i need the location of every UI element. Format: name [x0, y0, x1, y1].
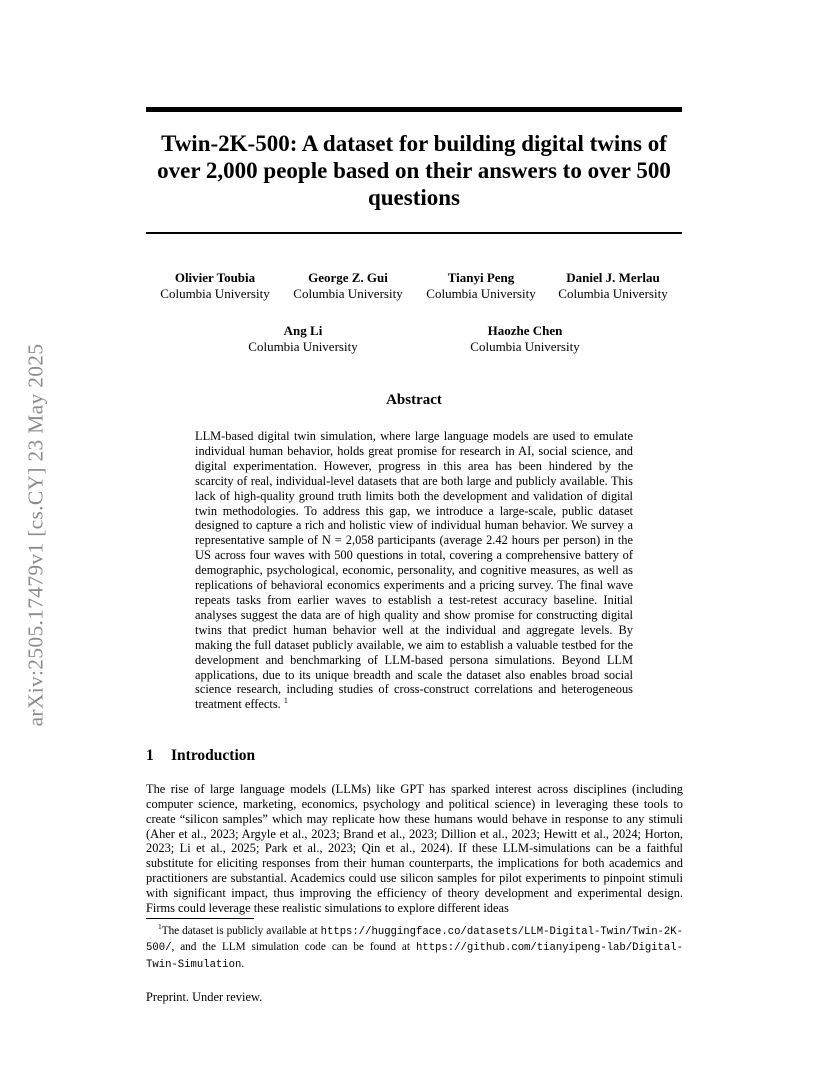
author-name: Tianyi Peng	[447, 270, 515, 285]
footnote-number: 1	[158, 922, 162, 932]
author-affiliation: Columbia University	[470, 338, 580, 354]
abstract-body	[195, 429, 633, 712]
preprint-note: Preprint. Under review.	[146, 990, 263, 1004]
author-affiliation: Columbia University	[558, 285, 668, 301]
author-affiliation: Columbia University	[426, 285, 536, 301]
author-block	[543, 270, 683, 301]
dataset-link[interactable]: https://huggingface.co/datasets/LLM-Digital-Twin/Twin-2K-500/	[146, 926, 683, 955]
author-name: Olivier Toubia	[174, 270, 256, 285]
section-heading	[146, 747, 255, 765]
section-number: 1	[146, 747, 154, 764]
author-affiliation: Columbia University	[248, 338, 358, 354]
introduction-body: The rise of large language models (LLMs) like GPT has sparked interest across disciplines (including computer science, marketing, economics, psychology and political science) in leveraging these tools to create “silicon samples” which may replicate how these humans would behave in response to any stimuli (Aher et al., 2023; Argyle et al., 2023; Brand et al., 2023; Dillion et al., 2023; Hewitt et al., 2024; Horton, 2023; Li et al., 2025; Park et al., 2023; Qin et al., 2024). If these LLM-simulations can be a faithful substitute for eliciting responses from their human counterparts, the implications for both academics and practitioners are substantial. Academics could use silicon samples for pilot experiments to pinpoint stimuli with significant impact, thus improving the efficiency of theory development and experimental design. Firms could leverage these realistic simulations to explore different ideas	[146, 782, 683, 915]
section-title: Introduction	[171, 747, 256, 764]
author-block	[411, 270, 551, 301]
title-top-rule	[146, 107, 682, 112]
abstract-heading: Abstract	[386, 392, 442, 408]
author-block	[233, 323, 373, 354]
author-name: Haozhe Chen	[487, 323, 563, 338]
arxiv-identifier: arXiv:2505.17479v1 [cs.CY] 23 May 2025	[23, 343, 48, 727]
footnote-rule	[146, 918, 254, 919]
author-block	[145, 270, 285, 301]
author-name: George Z. Gui	[308, 270, 388, 285]
title-bottom-rule	[146, 232, 682, 234]
footnote-text: The dataset is publicly available at	[161, 925, 321, 937]
footnote-marker[interactable]: 1	[283, 696, 288, 706]
footnote	[146, 924, 683, 973]
code-link[interactable]: https://github.com/tianyipeng-lab/Digital-Twin-Simulation	[146, 942, 683, 971]
footnote-text: .	[241, 957, 245, 970]
author-affiliation: Columbia University	[160, 285, 270, 301]
paper-title: Twin-2K-500: A dataset for building digital twins of over 2,000 people based on their answers to over 500 questions	[157, 131, 671, 210]
author-name: Daniel J. Merlau	[566, 270, 660, 285]
author-affiliation: Columbia University	[293, 285, 403, 301]
author-block	[455, 323, 595, 354]
author-name: Ang Li	[283, 323, 323, 338]
footnote-text: , and the LLM simulation code can be found at	[171, 941, 416, 954]
author-block	[278, 270, 418, 301]
abstract-text: LLM-based digital twin simulation, where large language models are used to emulate individual human behavior, holds great promise for research in AI, social science, and digital experimentation. However, progress in this area has been hindered by the scarcity of real, individual-level datasets that are both large and publicly available. This lack of high-quality ground truth limits both the development and validation of digital twin methodologies. To address this gap, we introduce a large-scale, public dataset designed to capture a rich and holistic view of individual human behavior. We survey a representative sample of N = 2,058 participants (average 2.42 hours per person) in the US across four waves with 500 questions in total, covering a comprehensive battery of demographic, psychological, economic, personality, and cognitive measures, as well as replications of behavioral economics experiments and a pricing survey. The final wave repeats tasks from earlier waves to establish a test-retest accuracy baseline. Initial analyses suggest the data are of high quality and show promise for constructing digital twins that predict human behavior well at the individual and aggregate levels. By making the full dataset publicly available, we aim to establish a valuable testbed for the development and benchmarking of LLM-based persona simulations. Beyond LLM applications, due to its unique breadth and scale the dataset also enables broad social science research, including studies of cross-construct correlations and heterogeneous treatment effects.	[195, 429, 633, 712]
